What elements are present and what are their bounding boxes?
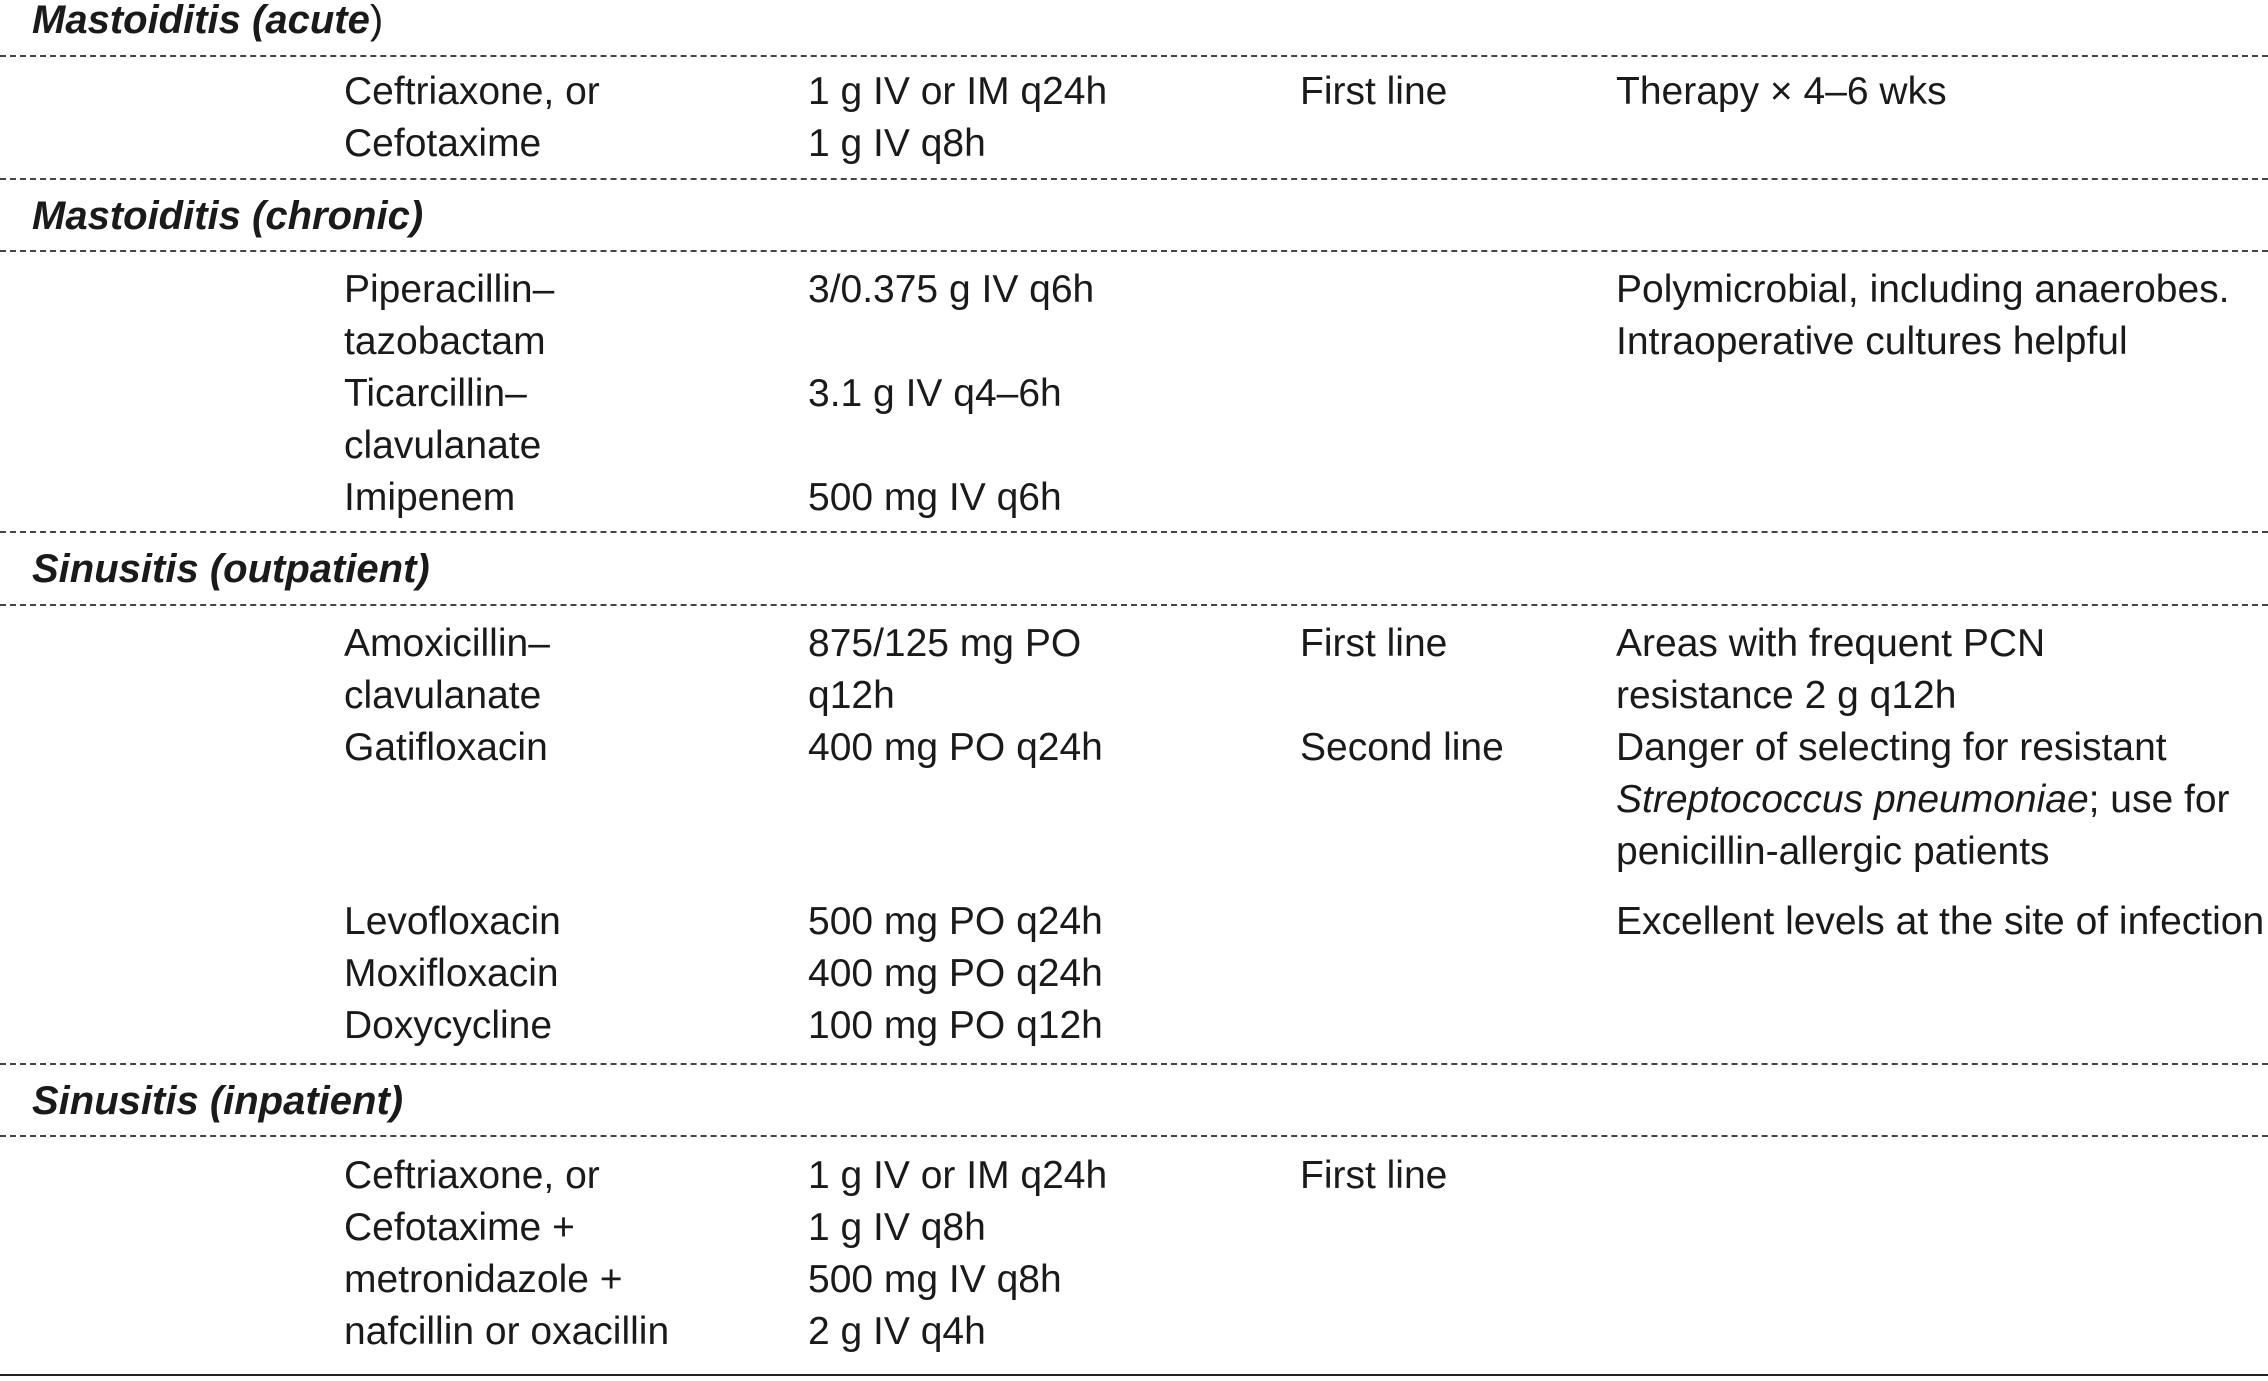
drug-dose: 400 mg PO q24h [808, 726, 1103, 769]
section-title-sinusitis-outpatient [32, 543, 430, 595]
section-divider [0, 531, 2268, 533]
section-title-text: Sinusitis (inpatient) [32, 1079, 404, 1123]
drug-name: Ceftriaxone, or [344, 1154, 600, 1197]
section-title-sinusitis-inpatient [32, 1075, 403, 1127]
organism-name: Streptococcus pneumoniae [1616, 778, 2089, 821]
drug-dose: 400 mg PO q24h [808, 952, 1103, 995]
drug-name: Gatifloxacin [344, 726, 548, 769]
drug-note: Danger of selecting for resistant [1616, 726, 2167, 769]
drug-note: Excellent levels at the site of infection [1616, 900, 2265, 943]
section-title-mastoiditis-acute [32, 0, 383, 46]
drug-name: Imipenem [344, 476, 516, 519]
drug-dose: 3.1 g IV q4–6h [808, 372, 1062, 415]
drug-name: Cefotaxime [344, 122, 542, 165]
therapy-line: First line [1300, 70, 1448, 113]
drug-name: Levofloxacin [344, 900, 561, 943]
drug-name: tazobactam [344, 320, 546, 363]
drug-note [1616, 774, 2230, 826]
drug-note-text: ; use for [2088, 778, 2230, 821]
table-bottom-rule [0, 1374, 2268, 1376]
section-divider [0, 1063, 2268, 1065]
drug-name: nafcillin or oxacillin [344, 1310, 670, 1353]
therapy-line: First line [1300, 622, 1448, 665]
section-title-text: Sinusitis (outpatient) [32, 547, 430, 591]
drug-dose: q12h [808, 674, 895, 717]
drug-dose: 1 g IV q8h [808, 1206, 986, 1249]
drug-dose: 500 mg IV q6h [808, 476, 1062, 519]
drug-note: resistance 2 g q12h [1616, 674, 1957, 717]
drug-dose: 1 g IV or IM q24h [808, 70, 1108, 113]
drug-name: Doxycycline [344, 1004, 553, 1047]
drug-name: clavulanate [344, 674, 542, 717]
drug-name: clavulanate [344, 424, 542, 467]
section-divider [0, 250, 2268, 252]
section-divider [0, 178, 2268, 180]
title-close-paren: ) [369, 0, 384, 42]
section-title-text: Mastoiditis (chronic) [32, 194, 424, 238]
drug-dose: 500 mg IV q8h [808, 1258, 1062, 1301]
drug-name: Ticarcillin– [344, 372, 527, 415]
therapy-line: First line [1300, 1154, 1448, 1197]
section-divider [0, 604, 2268, 606]
drug-note: Therapy × 4–6 wks [1616, 70, 1947, 113]
drug-dose: 2 g IV q4h [808, 1310, 986, 1353]
drug-name: Moxifloxacin [344, 952, 559, 995]
drug-name: Cefotaxime + [344, 1206, 575, 1249]
drug-name: Piperacillin– [344, 268, 555, 311]
drug-note: Areas with frequent PCN [1616, 622, 2046, 665]
section-divider [0, 55, 2268, 57]
drug-dose: 3/0.375 g IV q6h [808, 268, 1095, 311]
drug-name: Ceftriaxone, or [344, 70, 600, 113]
drug-note: penicillin-allergic patients [1616, 830, 2050, 873]
drug-name: metronidazole + [344, 1258, 623, 1301]
drug-note: Intraoperative cultures helpful [1616, 320, 2128, 363]
drug-dose: 1 g IV q8h [808, 122, 986, 165]
drug-name: Amoxicillin– [344, 622, 550, 665]
drug-dose: 875/125 mg PO [808, 622, 1082, 665]
therapy-line: Second line [1300, 726, 1504, 769]
drug-dose: 100 mg PO q12h [808, 1004, 1103, 1047]
drug-dose: 500 mg PO q24h [808, 900, 1103, 943]
section-title-text: Mastoiditis (acute [32, 0, 370, 42]
drug-note: Polymicrobial, including anaerobes. [1616, 268, 2230, 311]
drug-dose: 1 g IV or IM q24h [808, 1154, 1108, 1197]
section-divider [0, 1135, 2268, 1137]
section-title-mastoiditis-chronic [32, 190, 423, 242]
